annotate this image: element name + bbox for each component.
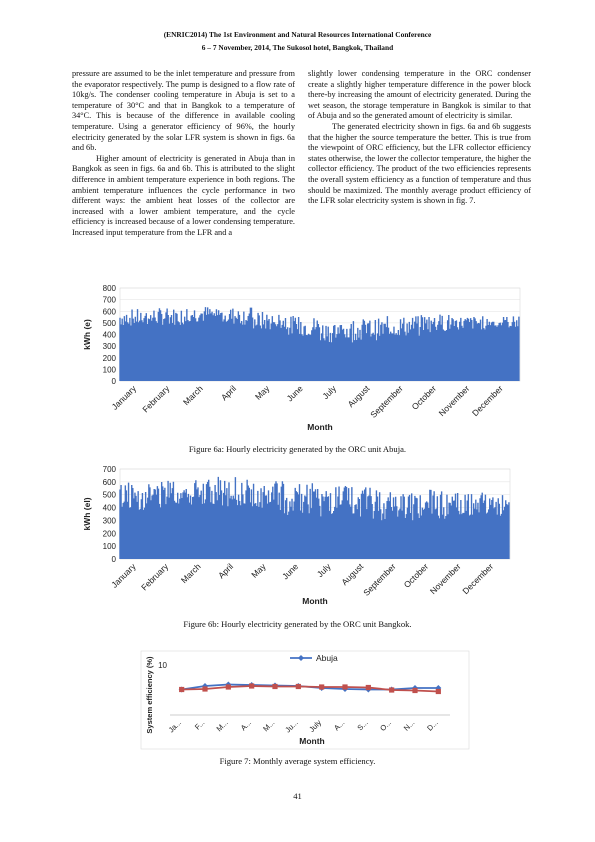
x-tick-label: Ju... bbox=[283, 718, 300, 735]
figure-7-caption: Figure 7: Monthly average system efficiency. bbox=[219, 756, 376, 766]
y-axis-title: kWh (e) bbox=[82, 319, 92, 350]
y-tick-label: 200 bbox=[102, 529, 116, 539]
x-tick-label: N... bbox=[401, 718, 417, 733]
data-point bbox=[366, 685, 371, 690]
data-point bbox=[272, 684, 277, 689]
x-tick-label: August bbox=[345, 383, 372, 410]
x-tick-label: A... bbox=[238, 718, 254, 733]
x-axis-title: Month bbox=[302, 596, 328, 606]
y-tick-label: 500 bbox=[102, 318, 116, 328]
x-tick-label: October bbox=[401, 561, 431, 590]
y-tick-label: 500 bbox=[102, 490, 116, 500]
x-tick-label: S... bbox=[355, 718, 370, 733]
data-point bbox=[249, 683, 254, 688]
chart-frame bbox=[141, 651, 469, 749]
y-tick-label: 100 bbox=[102, 542, 116, 552]
x-tick-label: November bbox=[427, 561, 463, 597]
x-tick-label: April bbox=[218, 383, 239, 403]
x-tick-label: M... bbox=[214, 718, 230, 734]
paragraph: Higher amount of electricity is generated in Abuja than in Bangkok as seen in figs. 6a and 6b. This is attributed to the slight difference in ambient temperature experience in both regions. The ambient temperature influences the cycle performance in two different ways: the ambient heat losses of the collector are increased with a lower ambient temperature, and the cycle efficiency is increased because of a lower condensing temperature. Increased input temperature from the LFR and a bbox=[72, 153, 295, 237]
left-text-column bbox=[72, 69, 295, 239]
y-tick-label: 0 bbox=[111, 555, 116, 564]
figure-6a-caption: Figure 6a: Hourly electricity generated by the ORC unit Abuja. bbox=[188, 444, 407, 454]
figure-7-chart bbox=[140, 650, 470, 750]
y-tick-label: 0 bbox=[111, 377, 116, 386]
x-tick-label: November bbox=[436, 383, 472, 419]
x-tick-label: A... bbox=[332, 718, 347, 733]
y-tick-label: 800 bbox=[102, 284, 116, 293]
figure-6b-chart bbox=[80, 463, 530, 611]
paragraph: The generated electricity shown in figs. 6a and 6b suggests that the higher the source temperature the better. This is true from the viewpoint of ORC efficiency, but the LFR collector efficiency states otherwise, the lower the collector temperature, the higher the collector efficiency. The product of the two efficiencies represents the overall system efficiency as a function of temperature and thus should be maximized. The monthly average product efficiency of the LFR solar electricity system is shown in fig. 7. bbox=[308, 121, 531, 206]
y-tick-label: 400 bbox=[102, 330, 116, 340]
x-tick-label: January bbox=[109, 561, 138, 590]
x-tick-label: March bbox=[178, 561, 203, 586]
x-tick-label: March bbox=[180, 383, 205, 408]
x-axis-title: Month bbox=[307, 422, 333, 432]
hourly-series bbox=[120, 307, 519, 381]
data-point bbox=[389, 687, 394, 692]
x-tick-label: July bbox=[320, 383, 339, 402]
y-tick-label: 400 bbox=[102, 503, 116, 513]
y-tick-label: 600 bbox=[102, 307, 116, 317]
x-tick-label: July bbox=[314, 561, 333, 580]
y-tick-label: 10 bbox=[158, 661, 167, 670]
data-point bbox=[179, 687, 184, 692]
x-axis-title: Month bbox=[299, 736, 325, 746]
x-tick-label: January bbox=[109, 383, 139, 412]
x-tick-label: February bbox=[140, 383, 172, 415]
x-tick-label: December bbox=[460, 561, 496, 597]
data-point bbox=[202, 686, 207, 691]
data-point bbox=[342, 684, 347, 689]
x-tick-label: February bbox=[139, 561, 171, 593]
x-tick-label: Ja... bbox=[166, 718, 184, 735]
y-tick-label: 200 bbox=[102, 353, 116, 363]
right-text-column bbox=[308, 69, 531, 207]
x-tick-label: June bbox=[280, 561, 301, 582]
data-point bbox=[319, 684, 324, 689]
y-tick-label: 100 bbox=[102, 365, 116, 375]
x-tick-label: October bbox=[409, 383, 439, 412]
conference-header-line1: (ENRIC2014) The 1st Environment and Natural Resources International Conference bbox=[163, 30, 432, 39]
y-axis-title: System efficiency (%) bbox=[145, 656, 154, 734]
y-tick-label: 300 bbox=[102, 516, 116, 526]
x-tick-label: O... bbox=[378, 718, 394, 733]
x-tick-label: D... bbox=[425, 718, 440, 733]
x-tick-label: September bbox=[368, 383, 405, 420]
paragraph: pressure are assumed to be the inlet temperature and pressure from the evaporator respectively. The pump is designed to a flow rate of 10kg/s. The condenser cooling temperature in Abuja is set to a temperature of 30°C and that in Bangkok to a temperature of 34°C. This is because of the difference in available cooling temperature. Using a generator efficiency of 96%, the hourly electricity generated by the solar LFR system is shown in figs. 6a and 6b. bbox=[72, 69, 295, 153]
y-axis-title: kWh (el) bbox=[82, 497, 92, 531]
data-point bbox=[296, 684, 301, 689]
x-tick-label: December bbox=[469, 383, 505, 419]
x-tick-label: April bbox=[216, 561, 236, 581]
page-number: 41 bbox=[293, 791, 302, 801]
x-tick-label: May bbox=[252, 383, 272, 402]
data-point bbox=[226, 684, 231, 689]
y-tick-label: 600 bbox=[102, 477, 116, 487]
legend-marker bbox=[298, 655, 304, 661]
y-tick-label: 700 bbox=[102, 295, 116, 305]
figure-6a-chart bbox=[80, 282, 530, 442]
legend-label: Abuja bbox=[316, 653, 338, 663]
x-tick-label: September bbox=[361, 561, 398, 598]
x-tick-label: May bbox=[249, 561, 268, 580]
x-tick-label: June bbox=[284, 383, 305, 404]
conference-header-line2: 6 – 7 November, 2014, The Sukosol hotel, Bangkok, Thailand bbox=[201, 43, 394, 52]
x-tick-label: M... bbox=[261, 718, 277, 734]
data-point bbox=[436, 689, 441, 694]
figure-6b-caption: Figure 6b: Hourly electricity generated by the ORC unit Bangkok. bbox=[183, 619, 412, 629]
data-point bbox=[412, 688, 417, 693]
x-tick-label: July bbox=[307, 718, 324, 734]
y-tick-label: 300 bbox=[102, 342, 116, 352]
x-tick-label: August bbox=[339, 561, 366, 588]
paragraph: slightly lower condensing temperature in the ORC condenser create a slightly higher temperature difference in the power block there-by increasing the amount of electricity generated. During the wet season, the storage temperature in Bangkok is similar to that of Abuja and so the generated amount of electricity is similar. bbox=[308, 69, 531, 121]
hourly-series bbox=[120, 477, 509, 559]
x-tick-label: F... bbox=[192, 718, 207, 732]
y-tick-label: 700 bbox=[102, 465, 116, 474]
